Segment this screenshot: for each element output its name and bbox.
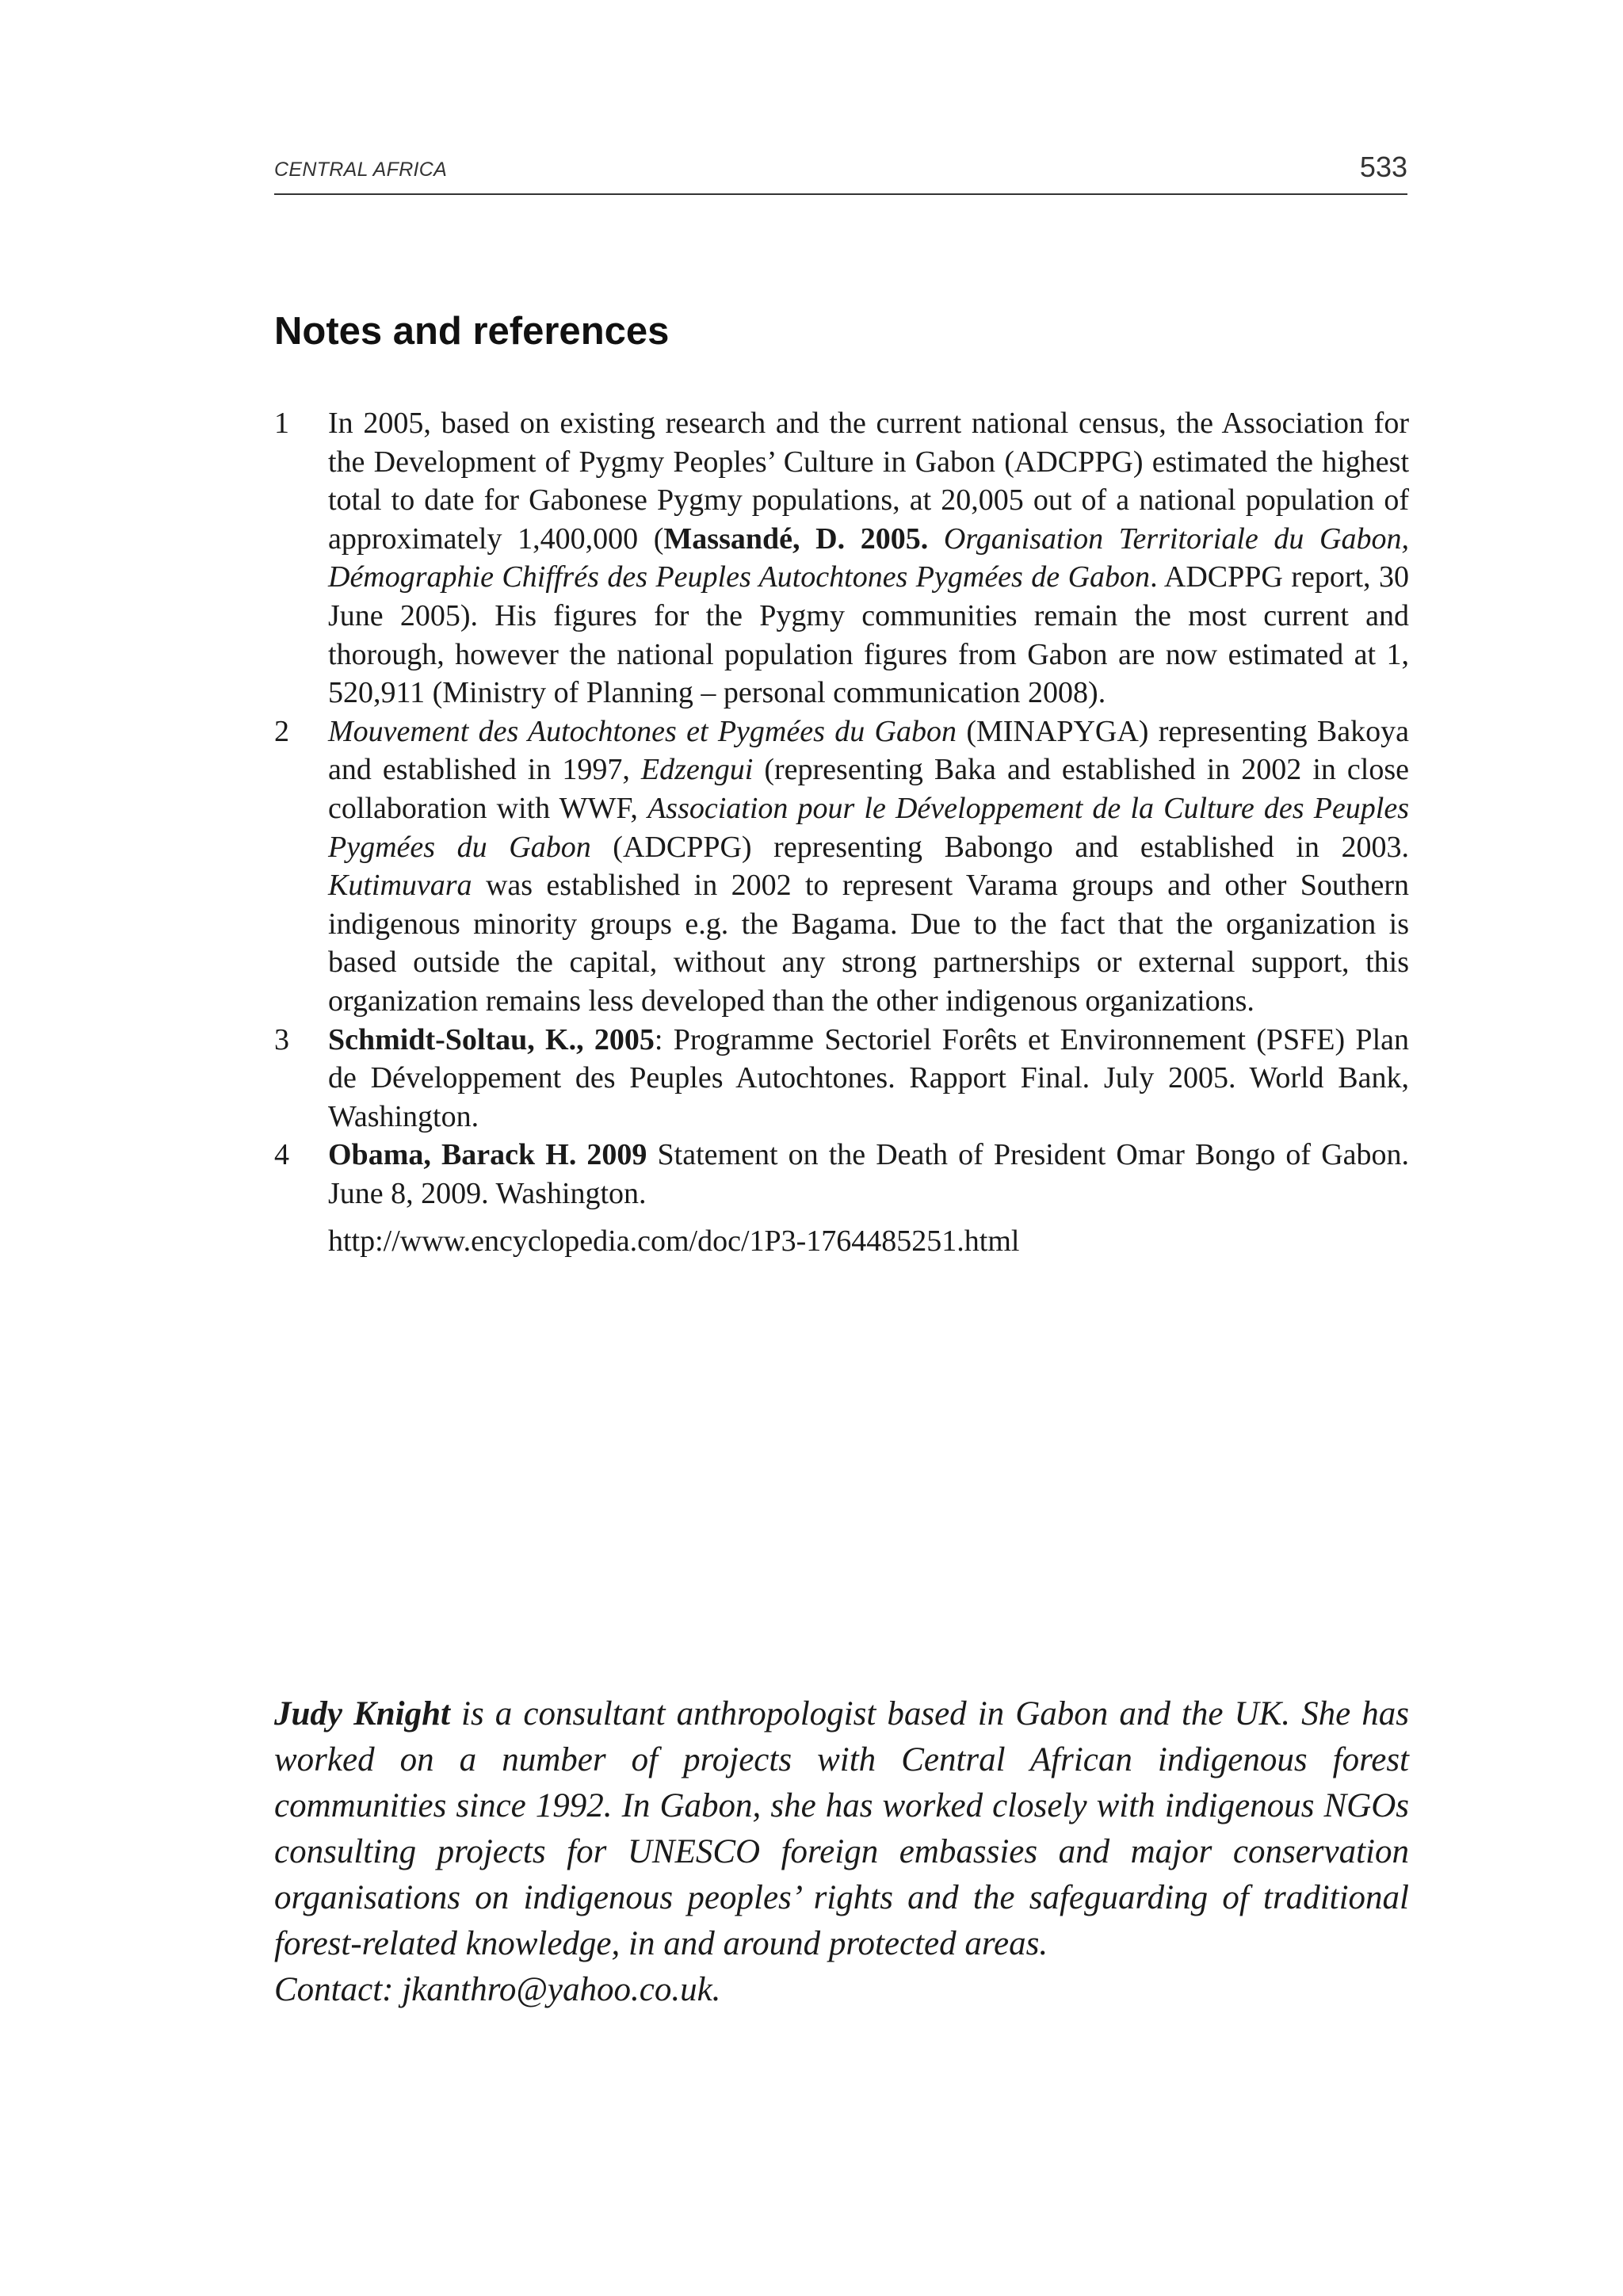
note-text-run — [928, 522, 944, 556]
note-org-name: Mouvement des Autochtones et Pygmées du Gabon — [328, 714, 957, 748]
note-text-run: : Programme Sectoriel Forêts et Environnement (PSFE) Plan de Développement des Peuples Autochtones. Rapport Final. July 2005. World Bank, Washington. — [328, 1022, 1409, 1133]
note-text — [328, 404, 1409, 712]
author-bio — [274, 1691, 1409, 2013]
author-bio-text — [274, 1691, 1409, 1967]
section-heading: Notes and references — [274, 310, 670, 353]
note-item-3 — [274, 1021, 1409, 1137]
note-text-run: In 2005, based on existing research and the current national census, the Association for the Development of Pygmy Peoples’ Culture in Gabon (ADCPPG) estimated the highest total to date for Gabonese Pygmy populations, at 20,005 out of a national population of approximately 1,400,000 ( — [328, 407, 1409, 556]
running-header-section: CENTRAL AFRICA — [274, 159, 448, 181]
note-number: 1 — [274, 407, 289, 440]
note-item-1 — [274, 404, 1409, 712]
note-author: Schmidt-Soltau, K., 2005 — [328, 1022, 655, 1056]
running-header — [274, 149, 1407, 195]
note-text-run: (ADCPPG) representing Babongo and established in 2003. — [590, 830, 1409, 864]
note-org-name: Association pour le Développement de la Culture des Peuples Pygmées du Gabon — [328, 791, 1409, 864]
note-org-name: Kutimuvara — [328, 869, 472, 903]
note-number: 3 — [274, 1022, 289, 1056]
notes-list — [274, 404, 1409, 1261]
note-text — [328, 712, 1409, 1021]
page-number: 533 — [1359, 151, 1407, 183]
note-org-name: Edzengui — [640, 753, 754, 787]
note-text — [328, 1021, 1409, 1137]
note-text — [328, 1136, 1409, 1213]
note-author: Massandé, D. 2005. — [663, 521, 929, 556]
note-text-run: . ADCPPG report, 30 June 2005). His figures for the Pygmy communities remain the most current and thorough, however the national population figures from Gabon are now estimated at 1, 520,911 (Ministry of Planning – personal communication 2008). — [328, 560, 1409, 710]
note-text-run: (MINAPYGA) representing Bakoya and established in 1997, — [328, 714, 1409, 787]
note-item-2 — [274, 712, 1409, 1021]
author-name: Judy Knight — [274, 1695, 450, 1733]
author-contact[interactable]: Contact: jkanthro@yahoo.co.uk. — [274, 1971, 721, 2008]
note-text-run: Statement on the Death of President Omar Bongo of Gabon. June 8, 2009. Washington. — [328, 1138, 1409, 1210]
note-text-run: was established in 2002 to represent Varama groups and other Southern indigenous minority groups e.g. the Bagama. Due to the fact that the organization is based outside the capital, without any strong partnerships or external support, this organization remains less developed than the other indigenous organizations. — [328, 869, 1409, 1018]
note-number: 2 — [274, 714, 289, 748]
author-bio-run: is a consultant anthropologist based in Gabon and the UK. She has worked on a number of projects with Central African indigenous forest communities since 1992. In Gabon, she has worked closely with indigenous NGOs consulting projects for UNESCO foreign embassies and major conservation organisations on indigenous peoples’ rights and the safeguarding of traditional forest-related knowledge, in and around protected areas. — [274, 1695, 1410, 1962]
note-author: Obama, Barack H. 2009 — [328, 1138, 647, 1172]
note-title: Organisation Territoriale du Gabon, Démographie Chiffrés des Peuples Autochtones Pygmées de Gabon — [328, 521, 1409, 594]
note-number: 4 — [274, 1138, 289, 1172]
note-text-run: (representing Baka and established in 2002 in close collaboration with WWF, — [328, 753, 1409, 825]
note-url[interactable]: http://www.encyclopedia.com/doc/1P3-1764485251.html — [328, 1224, 1020, 1259]
note-item-4 — [274, 1136, 1409, 1213]
